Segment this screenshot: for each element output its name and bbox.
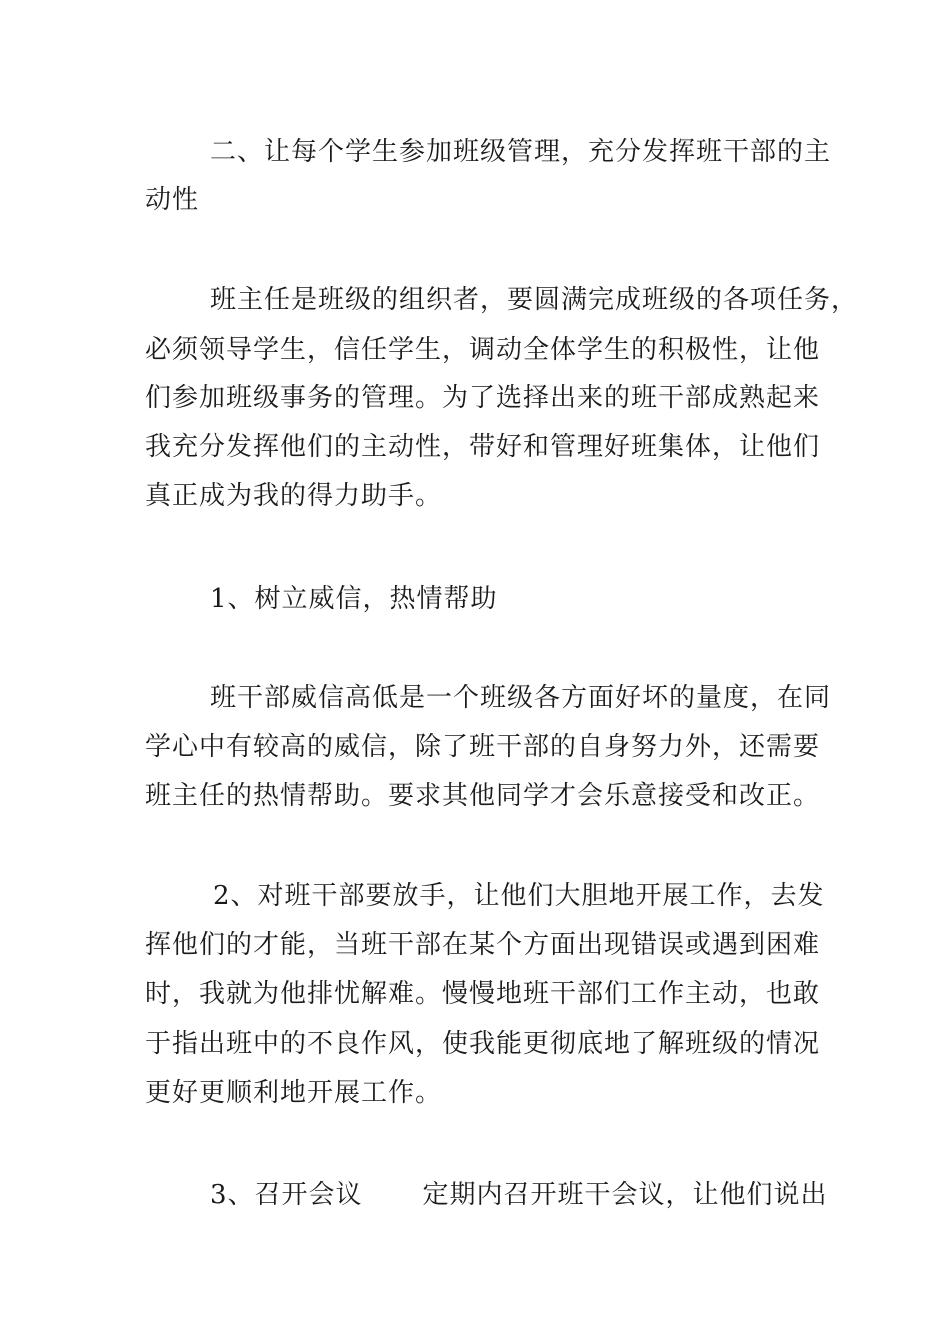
section-heading-line-2: 动性 [145, 185, 200, 215]
paragraph-2-line-3: 班主任的热情帮助。要求其他同学才会乐意接受和改正。 [145, 781, 821, 811]
paragraph-3-line-4: 于指出班中的不良作风，使我能更彻底地了解班级的情况 [145, 1029, 821, 1059]
item-3-title: 3、召开会议 [210, 1180, 363, 1210]
item-3-text: 定期内召开班干会议，让他们说出 [422, 1180, 828, 1210]
paragraph-2-line-2: 学心中有较高的威信，除了班干部的自身努力外，还需要 [145, 732, 821, 762]
paragraph-3-line-3: 时，我就为他排忧解难。慢慢地班干部们工作主动，也敢 [145, 979, 821, 1009]
section-heading-line-1: 二、让每个学生参加班级管理，充分发挥班干部的主 [210, 137, 832, 167]
item-3-line [210, 1180, 828, 1210]
paragraph-1-line-1: 班主任是班级的组织者，要圆满完成班级的各项任务， [210, 285, 859, 315]
paragraph-1-line-2: 必须领导学生，信任学生，调动全体学生的积极性，让他 [145, 335, 821, 365]
paragraph-1-line-5: 真正成为我的得力助手。 [145, 481, 443, 511]
paragraph-3-line-5: 更好更顺利地开展工作。 [145, 1078, 443, 1108]
paragraph-1-line-4: 我充分发挥他们的主动性，带好和管理好班集体，让他们 [145, 432, 821, 462]
paragraph-2-line-1: 班干部威信高低是一个班级各方面好坏的量度，在同 [210, 683, 832, 713]
paragraph-3-line-2: 挥他们的才能，当班干部在某个方面出现错误或遇到困难 [145, 930, 821, 960]
paragraph-3-line-1: 2、对班干部要放手，让他们大胆地开展工作，去发 [213, 881, 825, 911]
paragraph-1-line-3: 们参加班级事务的管理。为了选择出来的班干部成熟起来 [145, 383, 821, 413]
item-1-title: 1、树立威信，热情帮助 [210, 584, 498, 614]
